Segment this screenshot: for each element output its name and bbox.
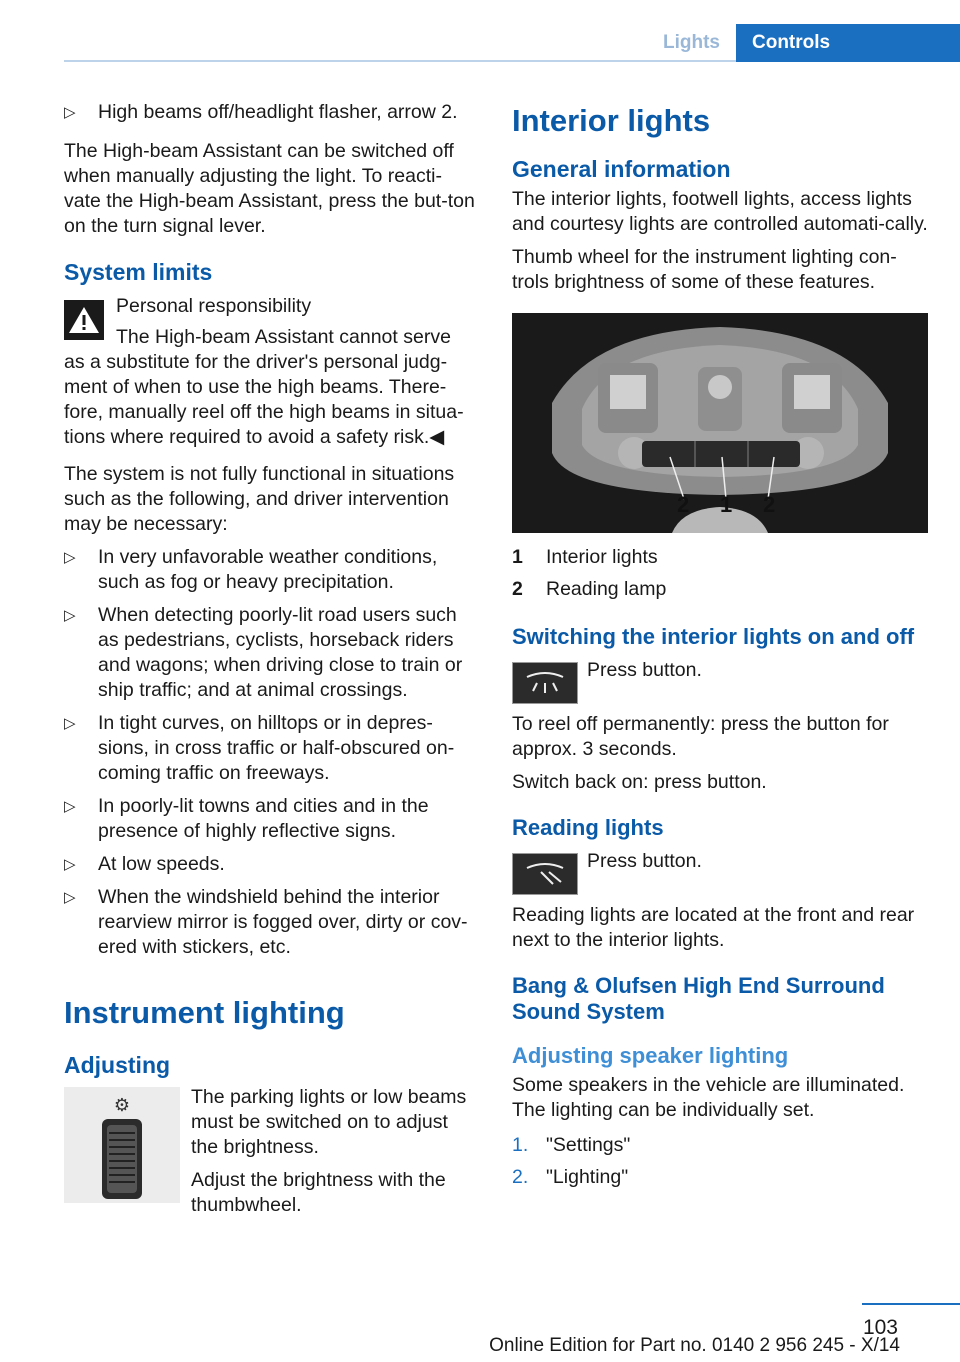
subsection-title-bang-olufsen: Bang & Olufsen High End Surround Sound System [512, 973, 885, 1024]
bullet-triangle-icon: ▷ [64, 607, 76, 624]
step-number: 1. [512, 1134, 529, 1156]
list-item [512, 577, 932, 602]
paragraph: Thumb wheel for the instrument lighting con‐trols brightness of some of these features. [512, 246, 897, 293]
list-item [64, 100, 476, 125]
edition-note: Online Edition for Part no. 0140 2 956 245 - X/14 [489, 1335, 900, 1356]
list-item-text: In poorly-lit towns and cities and in the presence of highly reflective signs. [98, 795, 429, 842]
legend-text: Reading lamp [546, 578, 667, 600]
list-item [512, 545, 932, 570]
list-item-text: In tight curves, on hilltops or in depres‐sions, in cross traffic or half-obscured on‐coming traffic on freeways. [98, 712, 455, 784]
header-section-label: Lights [663, 32, 720, 53]
paragraph: Press button. [587, 659, 702, 681]
press-button-block [512, 658, 932, 704]
bullet-text: High beams off/headlight flasher, arrow 2. [98, 101, 458, 123]
steps-list [512, 1133, 932, 1190]
paragraph: Adjust the brightness with the thumbwheel. [191, 1169, 446, 1216]
paragraph: The interior lights, footwell lights, access lights and courtesy lights are controlled automati‐cally. [512, 188, 928, 235]
adjusting-block [64, 1085, 476, 1218]
legend-number: 1 [512, 546, 523, 568]
right-column [512, 100, 932, 1197]
paragraph: The parking lights or low beams must be switched on to adjust the brightness. [191, 1086, 467, 1158]
paragraph: Press button. [587, 850, 702, 872]
list-item-text: In very unfavorable weather conditions, such as fog or heavy precipitation. [98, 546, 438, 593]
paragraph: To reel off permanently: press the button for approx. 3 seconds. [512, 713, 889, 760]
bullet-triangle-icon: ▷ [64, 798, 76, 815]
list-item-text: At low speeds. [98, 853, 225, 875]
thumbwheel-image [64, 1087, 180, 1203]
subsection-title-speaker-lighting: Adjusting speaker lighting [512, 1043, 789, 1068]
list-item [64, 885, 476, 960]
image-labels [512, 492, 928, 522]
bullet-triangle-icon: ▷ [64, 104, 76, 121]
section-title-interior-lights: Interior lights [512, 103, 711, 138]
subsection-title-reading-lights: Reading lights [512, 815, 664, 840]
legend-text: Interior lights [546, 546, 658, 568]
page-number: 103 [862, 1316, 898, 1339]
step-number: 2. [512, 1166, 529, 1188]
footer-rule [862, 1303, 960, 1305]
list-item [64, 852, 476, 877]
legend-number: 2 [512, 578, 523, 600]
image-label: 1 [720, 492, 733, 517]
section-title-system-limits: System limits [64, 259, 213, 285]
interior-light-button-icon [512, 662, 578, 704]
interior-lights-image [512, 313, 928, 533]
step-text: "Lighting" [546, 1166, 629, 1188]
warning-title: Personal responsibility [116, 295, 312, 317]
reading-light-button-icon [512, 853, 578, 895]
list-item [512, 1165, 932, 1190]
list-item [64, 603, 476, 703]
step-text: "Settings" [546, 1134, 631, 1156]
paragraph: The High-beam Assistant can be switched off when manually adjusting the light. To reacti‐vate the High-beam Assistant, press the but‐ton on the turn signal lever. [64, 140, 475, 237]
warning-box [64, 294, 476, 450]
paragraph: Switch back on: press button. [512, 771, 767, 793]
list-item-text: When detecting poorly-lit road users such as pedestrians, cyclists, horseback riders and wagons; when driving close to train or ship traffic; and at animal crossings. [98, 604, 463, 701]
limits-list [64, 545, 476, 960]
warning-text: The High-beam Assistant cannot serve as a substitute for the driver's personal judg‐ment of when to use the high beams. There‐fore, manually reel off the high beams in situa‐tions where required to avoid a safety risk.◀ [64, 326, 464, 448]
paragraph: Reading lights are located at the front and rear next to the interior lights. [512, 904, 915, 951]
warning-icon [64, 300, 104, 340]
bullet-triangle-icon: ▷ [64, 856, 76, 873]
list-item-text: When the windshield behind the interior rearview mirror is fogged over, dirty or cov‐ered with stickers, etc. [98, 886, 468, 958]
list-item [64, 794, 476, 844]
paragraph: The system is not fully functional in situations such as the following, and driver intervention may be necessary: [64, 463, 455, 535]
subsection-title-general-information: General information [512, 156, 731, 182]
paragraph: Some speakers in the vehicle are illuminated. The lighting can be individually set. [512, 1074, 905, 1121]
subsection-title-adjusting: Adjusting [64, 1052, 171, 1078]
legend-list [512, 545, 932, 602]
header-chapter-tab: Controls [736, 24, 960, 62]
section-title-instrument-lighting: Instrument lighting [64, 995, 345, 1030]
subsection-title-switching: Switching the interior lights on and off [512, 624, 915, 649]
bullet-triangle-icon: ▷ [64, 889, 76, 906]
bullet-triangle-icon: ▷ [64, 549, 76, 566]
svg-text:⚙: ⚙ [113, 1095, 131, 1116]
bullet-triangle-icon: ▷ [64, 715, 76, 732]
image-label: 2 [677, 492, 690, 517]
press-button-block [512, 849, 932, 895]
list-item [512, 1133, 932, 1158]
left-column [64, 100, 476, 1226]
image-label: 2 [763, 492, 776, 517]
list-item [64, 545, 476, 595]
list-item [64, 711, 476, 786]
